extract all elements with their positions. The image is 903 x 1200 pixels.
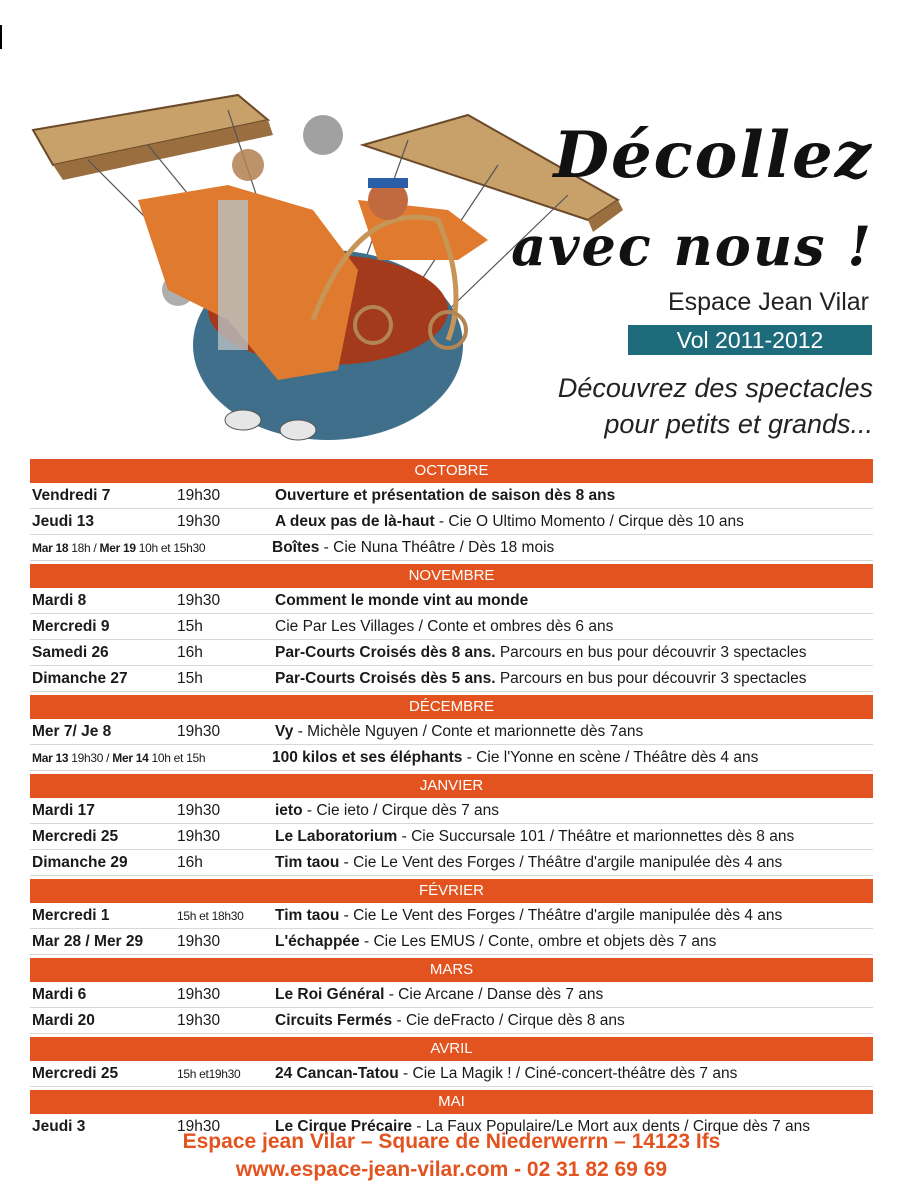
event-time-a: 18h /: [68, 540, 100, 555]
event-details: Parcours en bus pour découvrir 3 spectacles: [495, 643, 807, 661]
event-details: Parcours en bus pour découvrir 3 spectacles: [495, 669, 807, 687]
event-time-b: 10h et 15h30: [135, 540, 206, 555]
tagline-line-1: Découvrez des spectacles: [557, 373, 873, 403]
event-title: 100 kilos et ses éléphants: [272, 748, 463, 766]
event-time: 19h30: [177, 827, 221, 845]
event-details: - Cie ieto / Cirque dès 7 ans: [302, 801, 499, 819]
event-date: Mardi 20: [32, 1011, 95, 1029]
event-row: [30, 929, 873, 955]
event-time: 19h30: [177, 486, 221, 504]
event-date: Mercredi 1: [32, 906, 110, 924]
pilot-head: [368, 178, 408, 220]
event-row: [30, 798, 873, 824]
event-row: [30, 640, 873, 666]
event-row: [30, 666, 873, 692]
month-header-decembre: DÉCEMBRE: [30, 695, 873, 719]
event-row: [30, 1061, 873, 1087]
event-row: [30, 509, 873, 535]
event-description: [275, 986, 873, 1004]
month-header-fevrier: FÉVRIER: [30, 879, 873, 903]
event-title: Le Cirque Précaire: [275, 1117, 412, 1135]
event-time: 15h et19h30: [177, 1066, 241, 1081]
event-date: Mercredi 25: [32, 827, 119, 845]
event-row: [30, 850, 873, 876]
event-date: Jeudi 3: [32, 1117, 86, 1135]
event-date: Mardi 17: [32, 801, 95, 819]
event-details: - Cie deFracto / Cirque dès 8 ans: [392, 1011, 625, 1029]
event-date-a: Mar 18: [32, 540, 69, 555]
event-details: - Cie Arcane / Danse dès 7 ans: [384, 985, 604, 1003]
event-time: 15h: [177, 617, 203, 635]
event-title: Par-Courts Croisés dès 5 ans.: [275, 669, 496, 687]
month-header-janvier: JANVIER: [30, 774, 873, 798]
event-date: Mardi 6: [32, 985, 87, 1003]
event-date-a: Mar 13: [32, 750, 69, 765]
event-row: [30, 824, 873, 850]
venue-name: Espace Jean Vilar: [667, 288, 869, 316]
title-line-1: Décollez: [553, 118, 873, 193]
title-line-2: avec nous !: [511, 214, 873, 278]
event-row: [30, 982, 873, 1008]
event-details: - La Faux Populaire/Le Mort aux dents / Cirque dès 7 ans: [411, 1117, 811, 1135]
event-row: [30, 535, 873, 561]
tagline: [453, 370, 873, 442]
crop-mark: [0, 25, 2, 49]
event-date: Mar 28 / Mer 29: [32, 932, 144, 950]
event-time-b: 10h et 15h: [148, 750, 206, 765]
event-date: Mercredi 25: [32, 1064, 119, 1082]
event-title: Comment le monde vint au monde: [275, 591, 529, 609]
event-time: 19h30: [177, 985, 221, 1003]
event-date-b: Mer 19: [99, 540, 136, 555]
event-row: [30, 745, 873, 771]
event-time: 19h30: [177, 801, 221, 819]
event-row: [30, 483, 873, 509]
event-date-b: Mer 14: [112, 750, 149, 765]
event-details: - Michèle Nguyen / Conte et marionnette dès 7ans: [293, 722, 644, 740]
event-details: - Cie O Ultimo Momento / Cirque dès 10 ans: [434, 512, 744, 530]
event-description: [275, 933, 873, 951]
event-title: Par-Courts Croisés dès 8 ans.: [275, 643, 496, 661]
event-description: [275, 513, 873, 531]
month-header-novembre: NOVEMBRE: [30, 564, 873, 588]
event-time: 16h: [177, 643, 203, 661]
event-time: 19h30: [177, 932, 221, 950]
event-description: [275, 907, 873, 925]
event-description: [275, 1012, 873, 1030]
event-date: Jeudi 13: [32, 512, 95, 530]
event-date: Vendredi 7: [32, 486, 111, 504]
event-date: Dimanche 27: [32, 669, 128, 687]
event-date: [30, 751, 272, 765]
month-header-octobre: OCTOBRE: [30, 459, 873, 483]
event-time-a: 19h30 /: [68, 750, 113, 765]
month-header-mars: MARS: [30, 958, 873, 982]
event-title: Ouverture et présentation de saison dès 8 ans: [275, 486, 616, 504]
event-description: [272, 749, 873, 767]
event-time: 19h30: [177, 1011, 221, 1029]
event-title: L'échappée: [275, 932, 360, 950]
event-description: [275, 802, 873, 820]
event-time: 19h30: [177, 1117, 221, 1135]
event-description: [275, 670, 873, 688]
event-date: Mer 7/ Je 8: [32, 722, 112, 740]
event-time: 15h: [177, 669, 203, 687]
event-title: Le Laboratorium: [275, 827, 398, 845]
event-row: [30, 588, 873, 614]
event-title: Le Roi Général: [275, 985, 385, 1003]
event-description: [275, 644, 873, 662]
event-title: Vy: [275, 722, 294, 740]
event-description: [275, 592, 873, 610]
event-date: [30, 541, 272, 555]
event-details: - Cie Les EMUS / Conte, ombre et objets dès 7 ans: [359, 932, 717, 950]
event-title: Tim taou: [275, 906, 340, 924]
event-description: [275, 618, 873, 636]
event-row: [30, 719, 873, 745]
event-details: - Cie La Magik ! / Ciné-concert-théâtre dès 7 ans: [398, 1064, 738, 1082]
footer-address: Espace jean Vilar – Square de Niederwerrn – 14123 Ifs: [182, 1130, 721, 1153]
event-title: Tim taou: [275, 853, 340, 871]
event-description: [275, 1065, 873, 1083]
season-badge: Vol 2011-2012: [628, 325, 872, 355]
event-description: [272, 539, 873, 557]
event-details: Cie Par Les Villages / Conte et ombres dès 6 ans: [275, 617, 614, 635]
event-details: - Cie l'Yonne en scène / Théâtre dès 4 ans: [462, 748, 759, 766]
event-details: - Cie Nuna Théâtre / Dès 18 mois: [319, 538, 555, 556]
event-title: A deux pas de là-haut: [275, 512, 435, 530]
event-description: [275, 723, 873, 741]
tagline-line-2: pour petits et grands...: [604, 409, 873, 439]
event-description: [275, 487, 873, 505]
event-title: ieto: [275, 801, 303, 819]
event-title: Boîtes: [272, 538, 320, 556]
event-details: - Cie Le Vent des Forges / Théâtre d'argile manipulée dès 4 ans: [339, 906, 783, 924]
event-date: Samedi 26: [32, 643, 109, 661]
event-title: 24 Cancan-Tatou: [275, 1064, 399, 1082]
month-header-mai: MAI: [30, 1090, 873, 1114]
event-row: [30, 614, 873, 640]
season-schedule: [30, 456, 873, 1139]
event-description: [275, 854, 873, 872]
event-description: [275, 828, 873, 846]
footer-contact[interactable]: www.espace-jean-vilar.com - 02 31 82 69 69: [235, 1158, 668, 1181]
event-date: Mercredi 9: [32, 617, 110, 635]
event-date: Mardi 8: [32, 591, 87, 609]
month-header-avril: AVRIL: [30, 1037, 873, 1061]
event-row: [30, 1008, 873, 1034]
event-details: - Cie Succursale 101 / Théâtre et marionnettes dès 8 ans: [397, 827, 795, 845]
event-row: [30, 903, 873, 929]
event-details: - Cie Le Vent des Forges / Théâtre d'argile manipulée dès 4 ans: [339, 853, 783, 871]
event-time: 19h30: [177, 591, 221, 609]
event-time: 19h30: [177, 512, 221, 530]
event-time: 19h30: [177, 722, 221, 740]
event-time: 15h et 18h30: [177, 908, 244, 923]
event-date: Dimanche 29: [32, 853, 128, 871]
event-title: Circuits Fermés: [275, 1011, 393, 1029]
event-time: 16h: [177, 853, 203, 871]
